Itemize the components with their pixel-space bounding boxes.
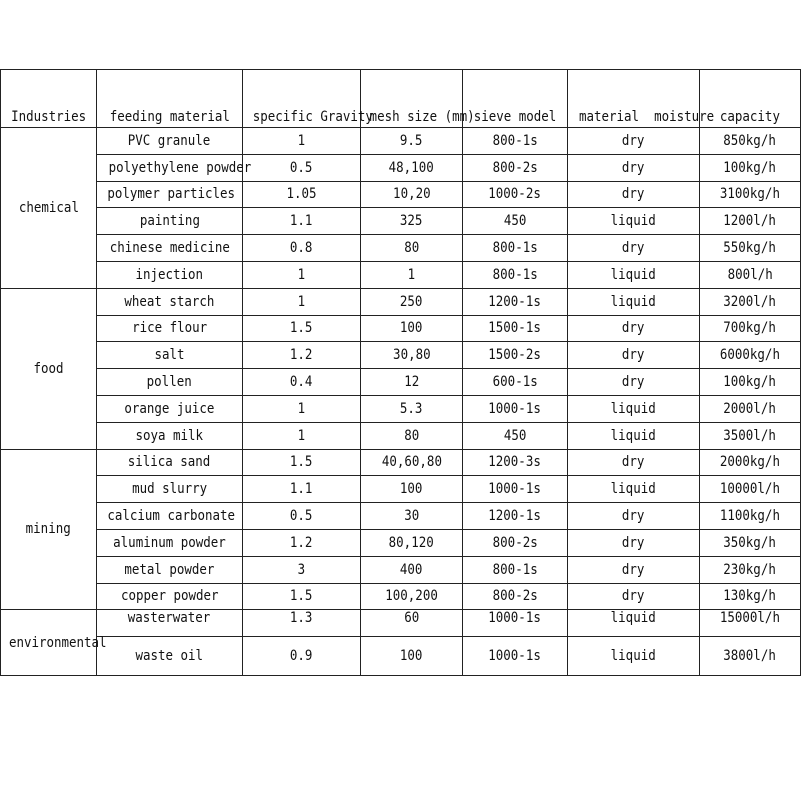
table-row [1,261,801,288]
sieve-model-cell: 800-2s [463,583,568,610]
feeding-material-cell: PVC granule [97,128,243,155]
material-moisture-cell: dry [568,235,700,262]
header-row [1,70,801,128]
industry-cell: chemical [1,128,97,289]
material-moisture-cell: dry [568,154,700,181]
table-row [1,395,801,422]
specific-gravity-cell: 1.1 [243,208,361,235]
mesh-size-cell: 30,80 [361,342,463,369]
capacity-cell: 230kg/h [700,556,801,583]
table-row [1,181,801,208]
specific-gravity-cell: 1.5 [243,449,361,476]
mesh-size-cell: 100,200 [361,583,463,610]
feeding-material-cell: copper powder [97,583,243,610]
industry-cell: mining [1,449,97,610]
specific-gravity-cell: 1 [243,261,361,288]
material-moisture-cell: dry [568,449,700,476]
mesh-size-cell: 10,20 [361,181,463,208]
table-row [1,422,801,449]
feeding-material-cell: painting [97,208,243,235]
feeding-material-cell: wheat starch [97,288,243,315]
capacity-cell: 15000l/h [700,610,801,637]
header-capacity: capacity [700,70,801,128]
capacity-cell: 100kg/h [700,369,801,396]
feeding-material-cell: orange juice [97,395,243,422]
capacity-cell: 130kg/h [700,583,801,610]
material-moisture-cell: liquid [568,637,700,676]
table-row [1,449,801,476]
mesh-size-cell: 100 [361,315,463,342]
mesh-size-cell: 80,120 [361,529,463,556]
spec-table-container [0,69,801,676]
feeding-material-cell: soya milk [97,422,243,449]
sieve-model-cell: 600-1s [463,369,568,396]
feeding-material-cell: chinese medicine [97,235,243,262]
mesh-size-cell: 60 [361,610,463,637]
feeding-material-cell: aluminum powder [97,529,243,556]
material-moisture-cell: dry [568,556,700,583]
mesh-size-cell: 30 [361,503,463,530]
specific-gravity-cell: 3 [243,556,361,583]
feeding-material-cell: metal powder [97,556,243,583]
table-row [1,208,801,235]
feeding-material-cell: polymer particles [97,181,243,208]
feeding-material-cell: wasterwater [97,610,243,637]
specific-gravity-cell: 1.3 [243,610,361,637]
specific-gravity-cell: 1 [243,395,361,422]
material-moisture-cell: dry [568,128,700,155]
mesh-size-cell: 80 [361,235,463,262]
mesh-size-cell: 400 [361,556,463,583]
material-moisture-cell: dry [568,369,700,396]
industry-cell: food [1,288,97,449]
material-moisture-cell: dry [568,503,700,530]
sieve-model-cell: 800-1s [463,235,568,262]
table-row [1,154,801,181]
sieve-model-cell: 800-1s [463,556,568,583]
specific-gravity-cell: 0.4 [243,369,361,396]
table-row [1,128,801,155]
sieve-model-cell: 1000-1s [463,610,568,637]
capacity-cell: 6000kg/h [700,342,801,369]
feeding-material-cell: silica sand [97,449,243,476]
specific-gravity-cell: 1.5 [243,315,361,342]
material-moisture-cell: dry [568,342,700,369]
sieve-model-cell: 800-2s [463,154,568,181]
feeding-material-cell: mud slurry [97,476,243,503]
header-mesh-size: mesh size (mm) [361,70,463,128]
sieve-model-cell: 1000-1s [463,637,568,676]
feeding-material-cell: salt [97,342,243,369]
sieve-model-cell: 450 [463,208,568,235]
mesh-size-cell: 12 [361,369,463,396]
material-moisture-cell: liquid [568,288,700,315]
capacity-cell: 10000l/h [700,476,801,503]
material-moisture-cell: liquid [568,261,700,288]
sieve-model-cell: 1500-1s [463,315,568,342]
mesh-size-cell: 250 [361,288,463,315]
specific-gravity-cell: 1.2 [243,529,361,556]
material-moisture-cell: dry [568,583,700,610]
table-row [1,529,801,556]
sieve-model-cell: 1000-2s [463,181,568,208]
sieve-model-cell: 1000-1s [463,395,568,422]
mesh-size-cell: 325 [361,208,463,235]
mesh-size-cell: 9.5 [361,128,463,155]
sieve-model-cell: 1200-3s [463,449,568,476]
capacity-cell: 2000l/h [700,395,801,422]
table-row [1,342,801,369]
feeding-material-cell: pollen [97,369,243,396]
capacity-cell: 3800l/h [700,637,801,676]
industry-cell: environmental [1,610,97,676]
specific-gravity-cell: 0.8 [243,235,361,262]
table-row [1,235,801,262]
capacity-cell: 100kg/h [700,154,801,181]
specific-gravity-cell: 1.2 [243,342,361,369]
specific-gravity-cell: 1.5 [243,583,361,610]
capacity-cell: 1200l/h [700,208,801,235]
feeding-material-cell: injection [97,261,243,288]
table-row [1,610,801,637]
specific-gravity-cell: 1.1 [243,476,361,503]
mesh-size-cell: 40,60,80 [361,449,463,476]
spec-table [0,69,801,676]
mesh-size-cell: 1 [361,261,463,288]
capacity-cell: 2000kg/h [700,449,801,476]
specific-gravity-cell: 0.5 [243,154,361,181]
header-sieve-model: sieve model [463,70,568,128]
specific-gravity-cell: 1.05 [243,181,361,208]
specific-gravity-cell: 1 [243,422,361,449]
sieve-model-cell: 1500-2s [463,342,568,369]
capacity-cell: 350kg/h [700,529,801,556]
capacity-cell: 3100kg/h [700,181,801,208]
material-moisture-cell: liquid [568,208,700,235]
feeding-material-cell: waste oil [97,637,243,676]
specific-gravity-cell: 0.5 [243,503,361,530]
header-feeding-material: feeding material [97,70,243,128]
table-row [1,503,801,530]
feeding-material-cell: calcium carbonate [97,503,243,530]
feeding-material-cell: polyethylene powder [97,154,243,181]
mesh-size-cell: 80 [361,422,463,449]
mesh-size-cell: 5.3 [361,395,463,422]
capacity-cell: 3200l/h [700,288,801,315]
material-moisture-cell: dry [568,315,700,342]
specific-gravity-cell: 1 [243,128,361,155]
material-moisture-cell: liquid [568,476,700,503]
table-row [1,476,801,503]
capacity-cell: 850kg/h [700,128,801,155]
capacity-cell: 3500l/h [700,422,801,449]
table-row [1,637,801,676]
material-moisture-cell: dry [568,529,700,556]
feeding-material-cell: rice flour [97,315,243,342]
capacity-cell: 700kg/h [700,315,801,342]
sieve-model-cell: 800-1s [463,128,568,155]
material-moisture-cell: liquid [568,395,700,422]
sieve-model-cell: 800-1s [463,261,568,288]
table-row [1,288,801,315]
header-specific-gravity: specific Gravity [243,70,361,128]
sieve-model-cell: 1200-1s [463,288,568,315]
header-industries: Industries [1,70,97,128]
material-moisture-cell: dry [568,181,700,208]
specific-gravity-cell: 0.9 [243,637,361,676]
capacity-cell: 800l/h [700,261,801,288]
material-moisture-cell: liquid [568,610,700,637]
material-moisture-cell: liquid [568,422,700,449]
sieve-model-cell: 1000-1s [463,476,568,503]
sieve-model-cell: 450 [463,422,568,449]
mesh-size-cell: 48,100 [361,154,463,181]
specific-gravity-cell: 1 [243,288,361,315]
header-material-moisture: material moisture [568,70,700,128]
table-body [1,128,801,676]
mesh-size-cell: 100 [361,476,463,503]
sieve-model-cell: 800-2s [463,529,568,556]
table-row [1,556,801,583]
table-row [1,315,801,342]
capacity-cell: 1100kg/h [700,503,801,530]
mesh-size-cell: 100 [361,637,463,676]
table-row [1,369,801,396]
sieve-model-cell: 1200-1s [463,503,568,530]
capacity-cell: 550kg/h [700,235,801,262]
table-row [1,583,801,610]
